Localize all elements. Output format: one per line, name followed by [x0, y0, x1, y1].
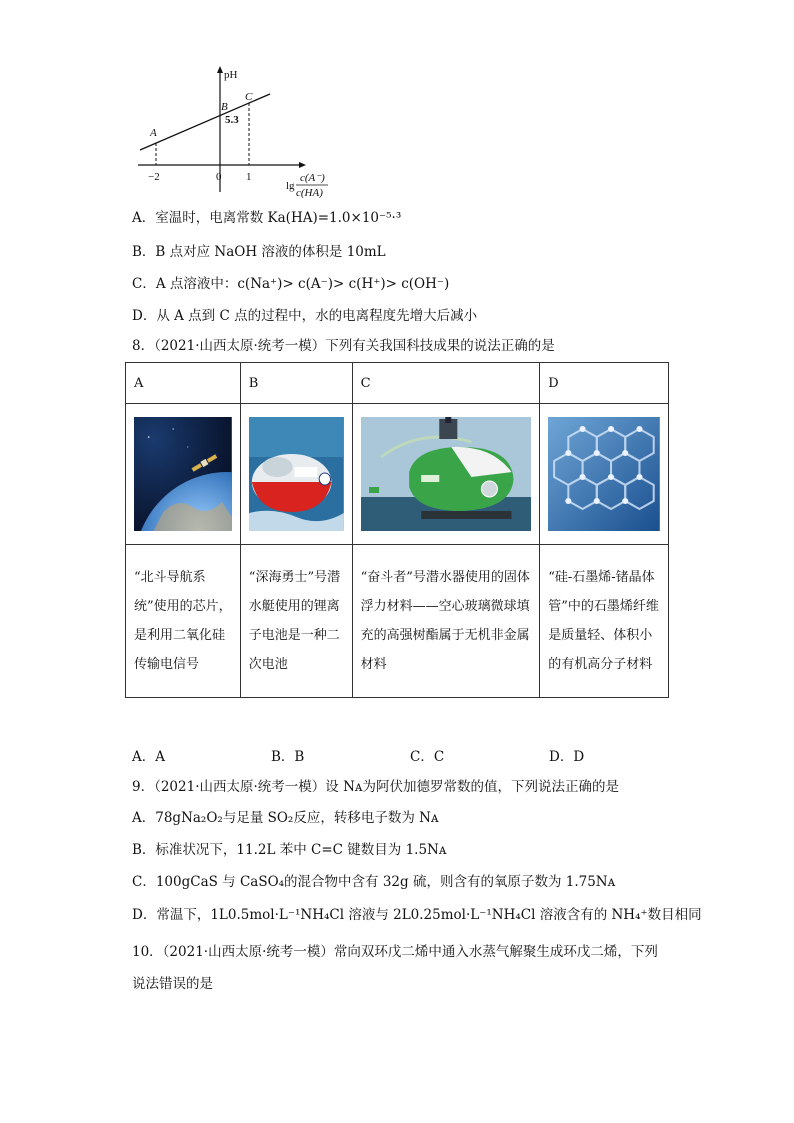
b-value-label: 5.3: [225, 114, 239, 126]
q8-options-table: [125, 362, 669, 698]
point-a-label: A: [150, 127, 157, 139]
y-axis-arrow: [217, 66, 223, 73]
header-a: A: [126, 363, 241, 404]
table-text-row: [126, 545, 669, 698]
deep-sea-submersible-image: [249, 417, 344, 531]
x-label-denominator: c(HA): [296, 187, 323, 199]
point-c-label: C: [245, 91, 253, 103]
tick-0: 0: [216, 171, 222, 183]
x-axis-arrow: [299, 162, 306, 168]
fendouzhe-submersible-image: [361, 417, 532, 531]
graphene-structure-image: [548, 417, 660, 531]
satellite-earth-image: [134, 417, 232, 531]
option-b-text: “深海勇士”号潜水艇使用的锂离子电池是一种二次电池: [240, 545, 352, 698]
q10-stem-line1: 10．（2021·山西太原·统考一模）常向双环戊二烯中通入水蒸气解聚生成环戊二烯，下列: [132, 944, 658, 960]
q8-stem: 8．（2021·山西太原·统考一模）下列有关我国科技成果的说法正确的是: [132, 338, 555, 354]
q9-option-c: C．100gCaS 与 CaSO₄的混合物中含有 32g 硫，则含有的氧原子数为 1.75Nᴀ: [132, 874, 616, 890]
x-label-numerator: c(A⁻): [300, 172, 325, 184]
tick-1: 1: [246, 171, 252, 183]
option-a-text: “北斗导航系统”使用的芯片，是利用二氧化硅传输电信号: [126, 545, 241, 698]
tick-neg2: −2: [148, 171, 160, 183]
option-d-text: “硅-石墨烯-锗晶体管”中的石墨烯纤维是质量轻、体积小的有机高分子材料: [540, 545, 669, 698]
q9-option-b: B．标准状况下，11.2L 苯中 C=C 键数目为 1.5Nᴀ: [132, 842, 447, 858]
q8-choice-b: B．B: [271, 749, 305, 765]
q9-stem: 9．（2021·山西太原·统考一模）设 Nᴀ为阿伏加德罗常数的值，下列说法正确的是: [132, 779, 620, 795]
table-image-row: [126, 404, 669, 545]
ph-graph-svg: [130, 62, 350, 202]
table-header-row: [126, 363, 669, 404]
y-axis-label: pH: [224, 69, 238, 81]
q7-option-b: B．B 点对应 NaOH 溶液的体积是 10mL: [132, 244, 386, 260]
header-c: C: [352, 363, 540, 404]
header-b: B: [240, 363, 352, 404]
q9-option-d: D．常温下，1L0.5mol·L⁻¹NH₄Cl 溶液与 2L0.25mol·L⁻¹NH₄Cl 溶液含有的 NH₄⁺数目相同: [132, 907, 702, 923]
q7-option-a: A．室温时，电离常数 Ka(HA)=1.0×10⁻⁵·³: [132, 210, 402, 226]
x-label-lg: lg: [286, 180, 295, 192]
q10-stem-line2: 说法错误的是: [132, 976, 213, 992]
q8-choice-c: C．C: [410, 749, 445, 765]
point-b-label: B: [221, 101, 228, 113]
ph-graph: [130, 62, 350, 202]
q8-choice-d: D．D: [549, 749, 585, 765]
q7-option-c: C．A 点溶液中：c(Na⁺)> c(A⁻)> c(H⁺)> c(OH⁻): [132, 276, 450, 292]
q9-option-a: A．78gNa₂O₂与足量 SO₂反应，转移电子数为 Nᴀ: [132, 810, 439, 826]
header-d: D: [540, 363, 669, 404]
option-c-text: “奋斗者”号潜水器使用的固体浮力材料——空心玻璃微球填充的高强树酯属于无机非金属材料: [352, 545, 540, 698]
q7-option-d: D．从 A 点到 C 点的过程中，水的电离程度先增大后减小: [132, 308, 478, 324]
q8-choice-a: A．A: [132, 749, 165, 765]
